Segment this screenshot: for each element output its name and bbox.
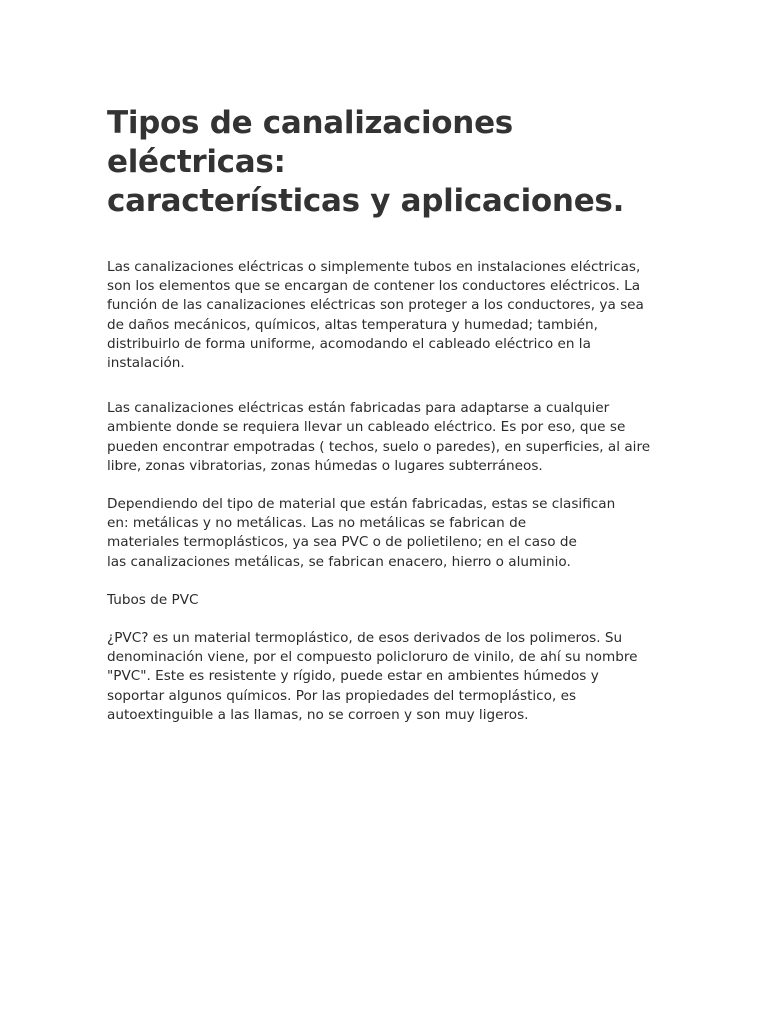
paragraph-pvc: ¿PVC? es un material termoplástico, de esos derivados de los polimeros. Su denominación viene, por el compuesto policloruro de vinilo, de ahí su nombre "PVC". Este es resistente y rígido, puede estar en ambientes húmedos y soportar algunos químicos. Por las propiedades del termoplástico, es autoextinguible a las llamas, no se corroen y son muy ligeros.	[107, 630, 638, 723]
paragraph-materials: Dependiendo del tipo de material que están fabricadas, estas se clasifican en: metálicas y no metálicas. Las no metálicas se fabrican de materiales termoplásticos, ya sea PVC o de polietileno; en el caso de las canalizaciones metálicas, se fabrican enacero, hierro o aluminio.	[107, 496, 616, 570]
paragraph-environments: Las canalizaciones eléctricas están fabricadas para adaptarse a cualquier ambiente donde se requiera llevar un cableado eléctrico. Es por eso, que se pueden encontrar empotradas ( techos, suelo o paredes), en superficies, al aire libre, zonas vibratorias, zonas húmedas o lugares subterráneos.	[107, 400, 651, 474]
document-page	[107, 104, 667, 725]
paragraph-intro: Las canalizaciones eléctricas o simplemente tubos en instalaciones eléctricas, son los elementos que se encargan de contener los conductores eléctricos. La función de las canalizaciones eléctricas son proteger a los conductores, ya sea de daños mecánicos, químicos, altas temperatura y humedad; también, distribuirlo de forma uniforme, acomodando el cableado eléctrico en la instalación.	[107, 259, 644, 372]
document-title: Tipos de canalizaciones eléctricas: características y aplicaciones.	[107, 105, 625, 219]
section-heading-pvc: Tubos de PVC	[107, 591, 199, 608]
